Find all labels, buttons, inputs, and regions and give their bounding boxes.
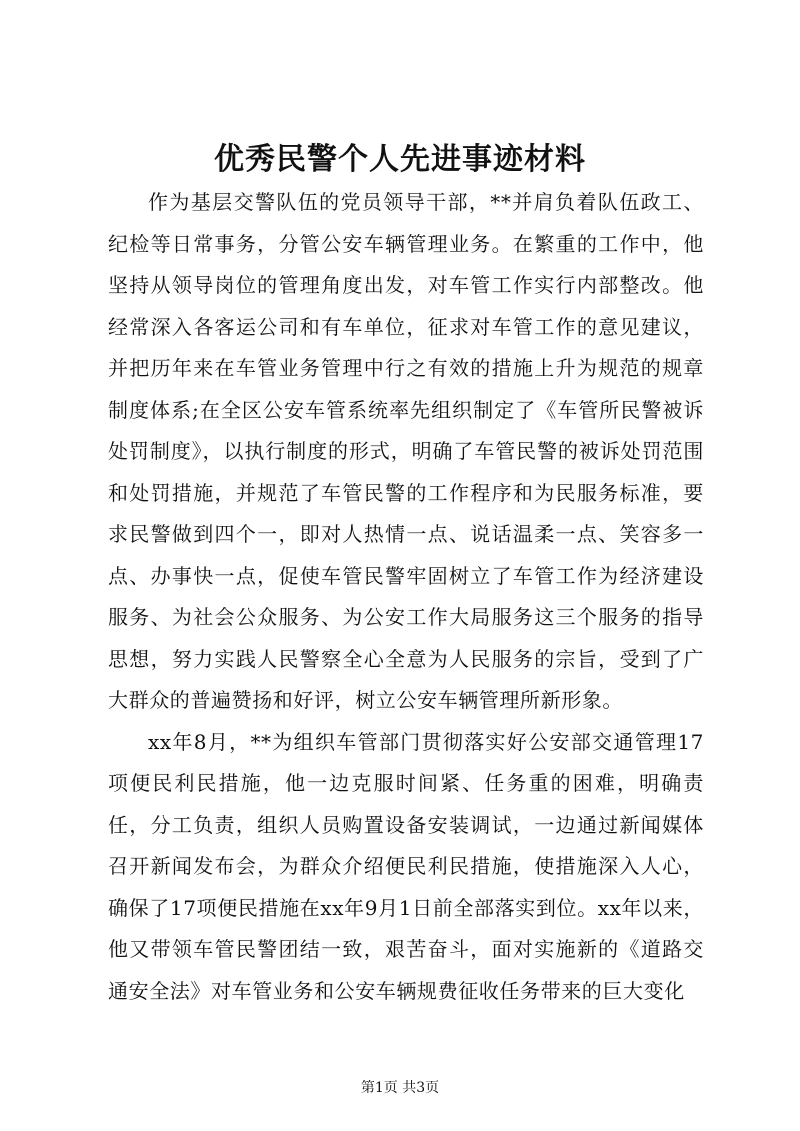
paragraph-2: xx年8月，**为组织车管部门贯彻落实好公安部交通管理17项便民利民措施，他一边克服时间紧、任务重的困难，明确责任，分工负责，组织人员购置设备安装调试，一边通过新闻媒体召开新闻发布会，为群众介绍便民利民措施，使措施深入人心，确保了17项便民措施在xx年9月1日前全部落实到位。xx年以来，他又带领车管民警团结一致，艰苦奋斗，面对实施新的《道路交通安全法》对车管业务和公安车辆规费征收任务带来的巨大变化 (108, 729, 704, 1003)
document-title: 优秀民警个人先进事迹材料 (214, 142, 586, 177)
document-body (108, 182, 704, 1012)
paragraph-1: 作为基层交警队伍的党员领导干部，**并肩负着队伍政工、纪检等日常事务，分管公安车辆管理业务。在繁重的工作中，他坚持从领导岗位的管理角度出发，对车管工作实行内部整改。他经常深入各客运公司和有车单位，征求对车管工作的意见建议，并把历年来在车管业务管理中行之有效的措施上升为规范的规章制度体系;在全区公安车管系统率先组织制定了《车管所民警被诉处罚制度》，以执行制度的形式，明确了车管民警的被诉处罚范围和处罚措施，并规范了车管民警的工作程序和为民服务标准，要求民警做到四个一，即对人热情一点、说话温柔一点、笑容多一点、办事快一点，促使车管民警牢固树立了车管工作为经济建设服务、为社会公众服务、为公安工作大局服务这三个服务的指导思想，努力实践人民警察全心全意为人民服务的宗旨，受到了广大群众的普遍赞扬和好评，树立公安车辆管理所新形象。 (108, 190, 704, 712)
page-footer: 第1页 共3页 (360, 1080, 440, 1096)
